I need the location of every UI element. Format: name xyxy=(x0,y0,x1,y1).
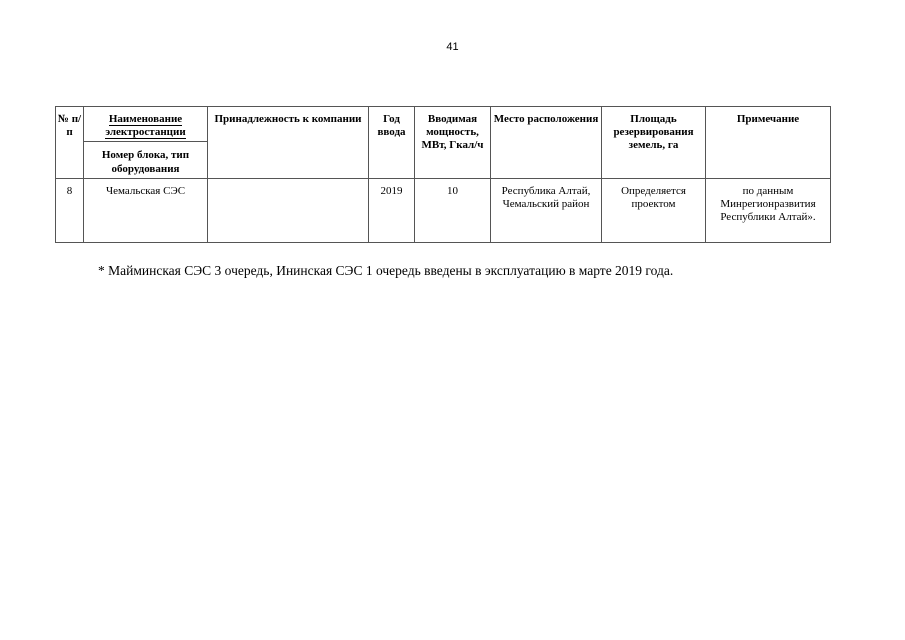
header-note: Примечание xyxy=(706,107,831,179)
header-power: Вводимая мощность, МВт, Гкал/ч xyxy=(415,107,491,179)
header-name-text: Наименование электростанции xyxy=(105,113,186,139)
header-name xyxy=(84,107,208,142)
header-num: № п/п xyxy=(56,107,84,179)
page-number: 41 xyxy=(446,41,459,53)
cell-year: 2019 xyxy=(369,178,415,242)
header-company: Принадлежность к компании xyxy=(208,107,369,179)
header-year: Год ввода xyxy=(369,107,415,179)
cell-company xyxy=(208,178,369,242)
header-location: Место расположения xyxy=(491,107,602,179)
cell-num: 8 xyxy=(56,178,84,242)
footnote: * Майминская СЭС 3 очередь, Ининская СЭС 1 очередь введены в эксплуатацию в марте 2019 года. xyxy=(98,263,674,278)
table-header xyxy=(56,107,831,179)
cell-note: по данным Минрегионразвития Республики Алтай». xyxy=(706,178,831,242)
power-plants-table xyxy=(55,106,831,243)
header-area: Площадь резервирования земель, га xyxy=(602,107,706,179)
cell-name: Чемальская СЭС xyxy=(84,178,208,242)
table-row xyxy=(56,178,831,242)
header-unit: Номер блока, тип оборудования xyxy=(84,142,208,178)
cell-area: Определяется проектом xyxy=(602,178,706,242)
cell-power: 10 xyxy=(415,178,491,242)
cell-location: Республика Алтай, Чемальский район xyxy=(491,178,602,242)
